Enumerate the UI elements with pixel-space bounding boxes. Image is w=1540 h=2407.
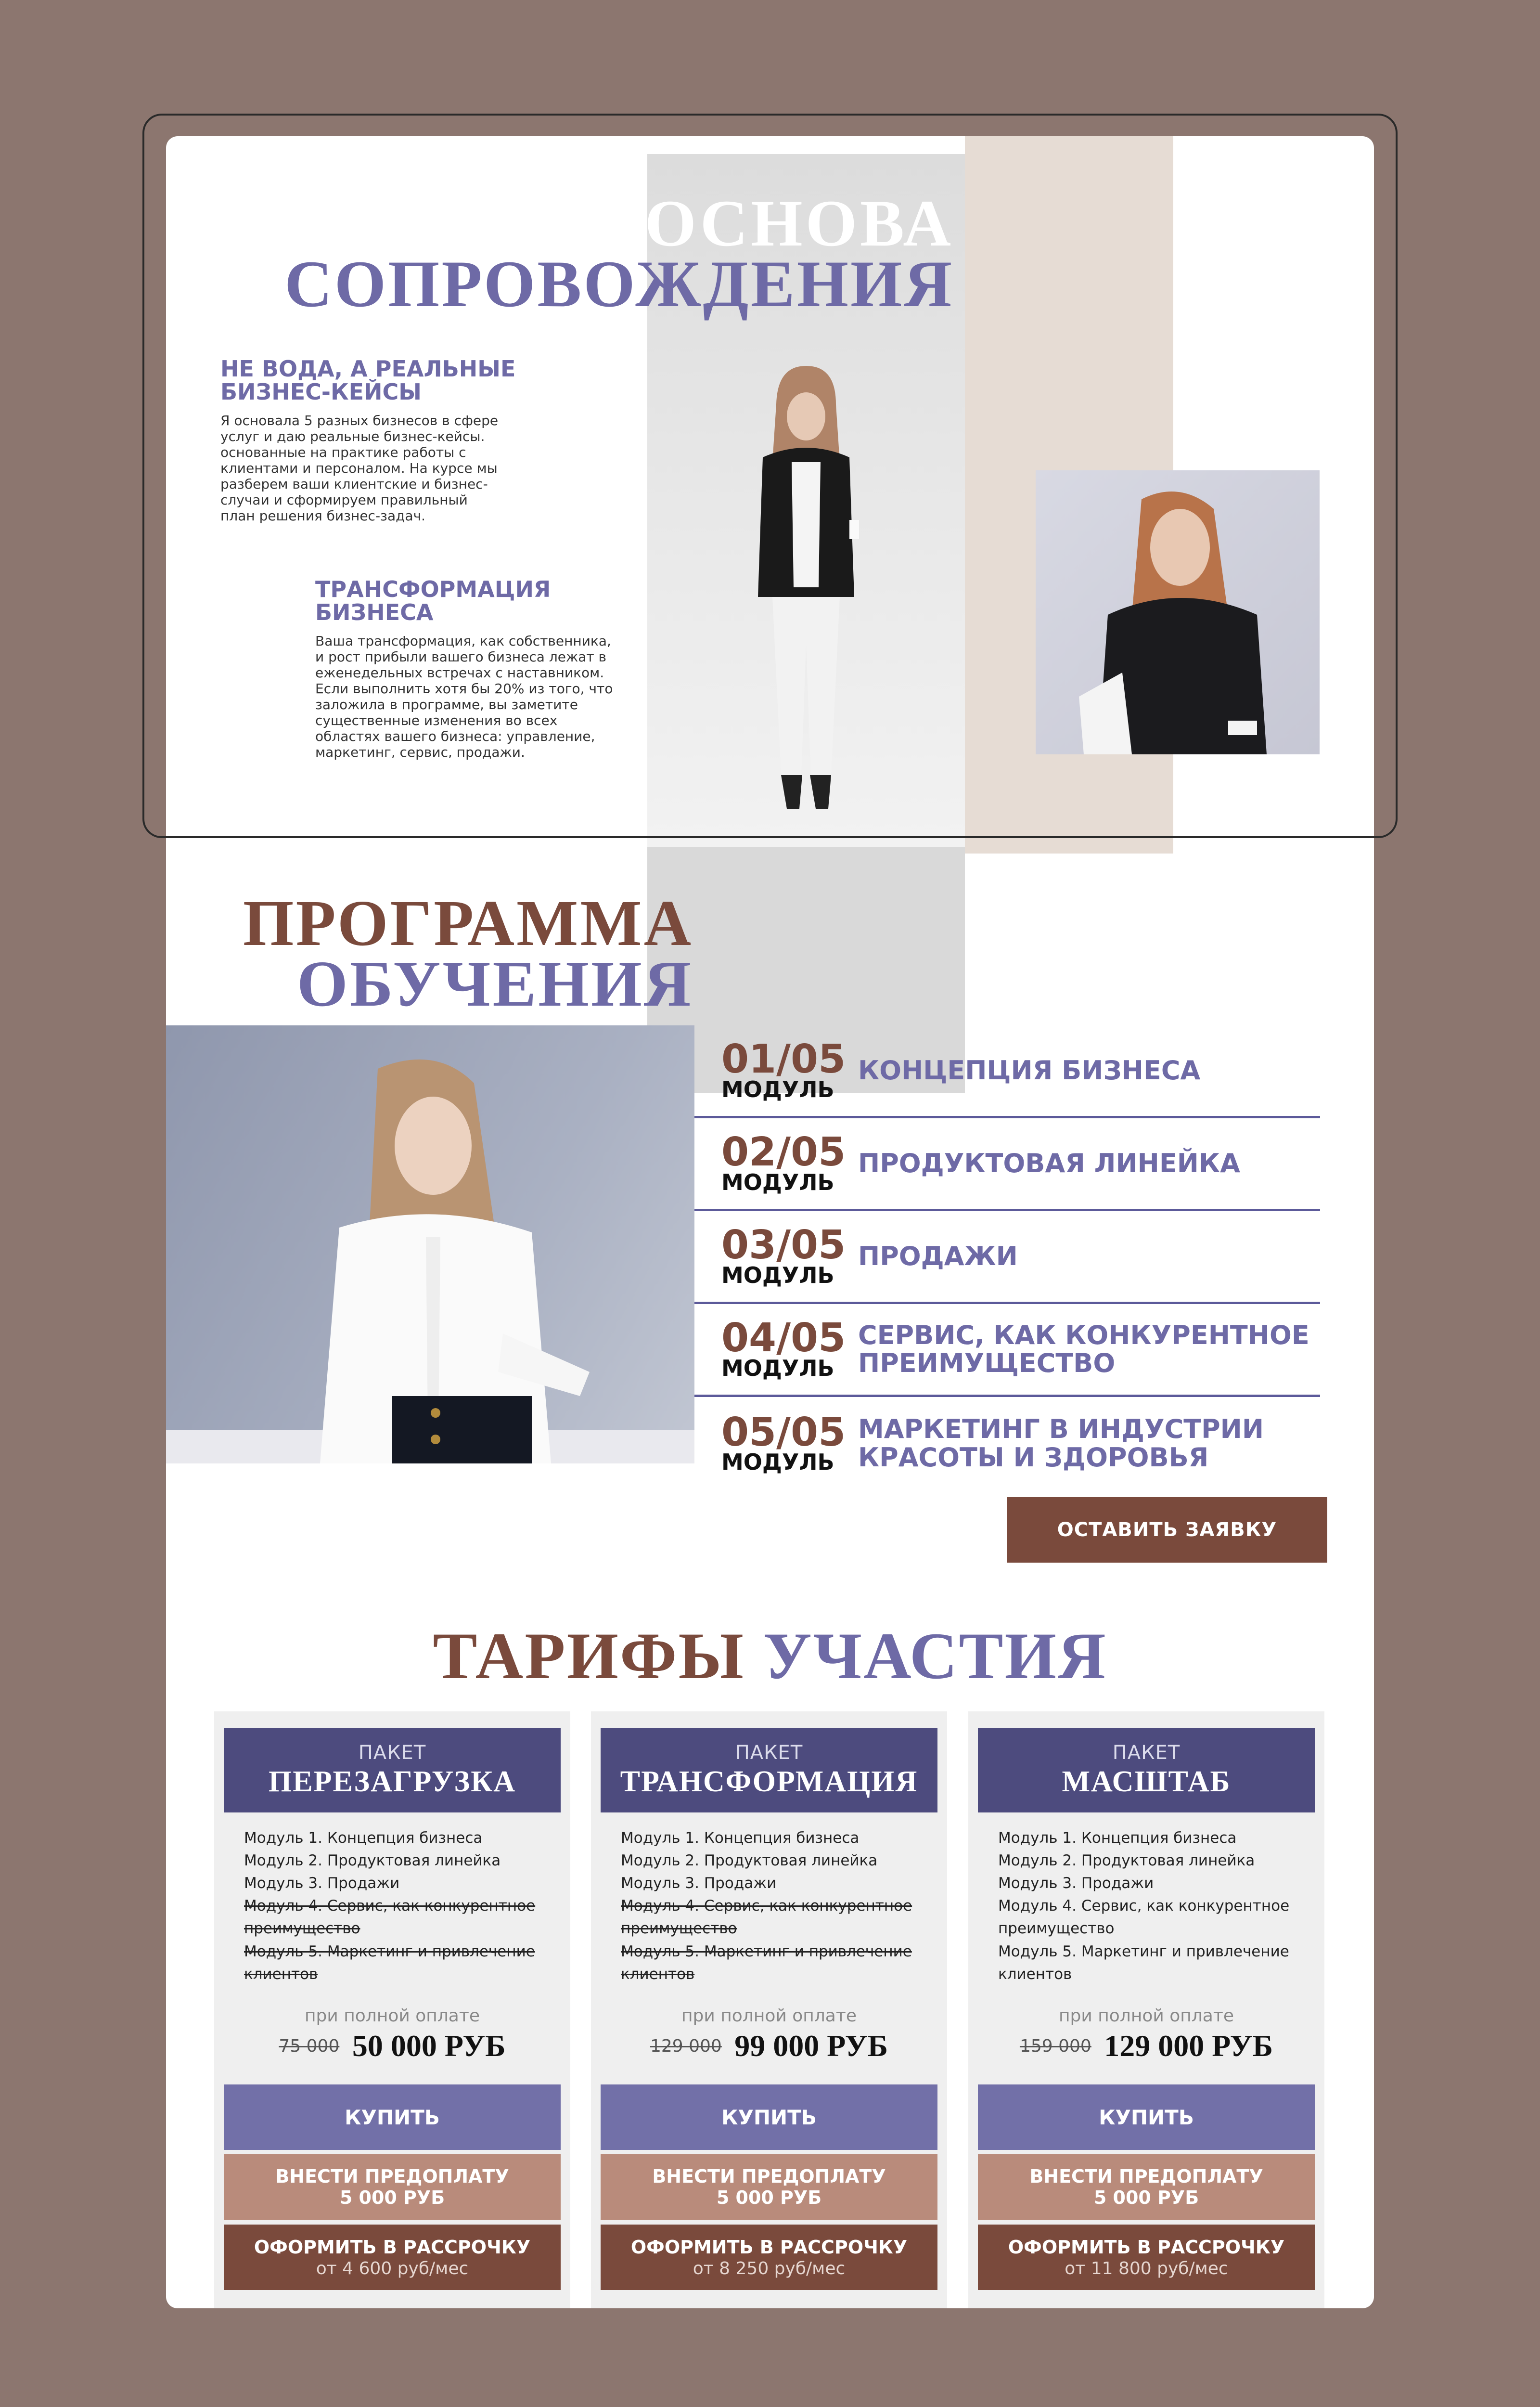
plan-feature-excluded: Модуль 4. Сервис, как конкурентное преимущество: [244, 1897, 536, 1938]
plan-old-price: 159 000: [1019, 2036, 1091, 2056]
prepay-button-amount: 5 000 РУБ: [339, 2187, 445, 2208]
plan-old-price: 75 000: [279, 2036, 340, 2056]
plan-name: МАСШТАБ: [1062, 1765, 1231, 1798]
feature-business-cases: [220, 357, 567, 524]
module-label: МОДУЛЬ: [721, 1449, 834, 1475]
feature-transformation-title: ТРАНСФОРМАЦИЯ БИЗНЕСА: [315, 576, 551, 626]
prepay-button[interactable]: [601, 2154, 937, 2220]
module-title: СЕРВИС, КАК КОНКУРЕНТНОЕ ПРЕИМУЩЕСТВО: [858, 1320, 1309, 1378]
plan-price: [214, 2028, 570, 2064]
module-label: МОДУЛЬ: [721, 1076, 834, 1102]
module-number-block: [694, 1036, 858, 1102]
plan-feature: Модуль 5. Маркетинг и привлечение клиентов: [998, 1942, 1289, 1983]
plan-feature: Модуль 3. Продажи: [998, 1875, 1154, 1892]
module-title: МАРКЕТИНГ В ИНДУСТРИИ КРАСОТЫ И ЗДОРОВЬЯ: [858, 1414, 1264, 1473]
plan-price: [591, 2028, 947, 2064]
prepay-button-label: ВНЕСТИ ПРЕДОПЛАТУ: [652, 2166, 886, 2187]
prepay-button-label: ВНЕСТИ ПРЕДОПЛАТУ: [1029, 2166, 1263, 2187]
tariffs-title-part1: ТАРИФЫ: [433, 1619, 745, 1693]
plan-header: [978, 1728, 1315, 1812]
feature-business-cases-title: НЕ ВОДА, А РЕАЛЬНЫЕ БИЗНЕС-КЕЙСЫ: [220, 356, 516, 405]
photo-seated-woman-figure: [166, 1025, 694, 1463]
feature-business-cases-text: Я основала 5 разных бизнесов в сфере услуг и даю реальные бизнес-кейсы. основанные на практике работы с клиентами и персоналом. На курсе мы разберем ваши клиентские и бизнес- случаи и сформируем правильный план решения бизнес-задач.: [220, 412, 499, 524]
plan-header: [224, 1728, 561, 1812]
plan-feature: Модуль 3. Продажи: [244, 1875, 400, 1892]
module-label: МОДУЛЬ: [721, 1169, 834, 1195]
hero-title-line2: СОПРОВОЖДЕНИЯ: [284, 247, 954, 321]
module-title: КОНЦЕПЦИЯ БИЗНЕСА: [858, 1055, 1201, 1086]
buy-button[interactable]: КУПИТЬ: [601, 2084, 937, 2150]
module-item: [694, 1025, 1320, 1118]
plan-new-price: 129 000 РУБ: [1104, 2029, 1273, 2063]
module-title: ПРОДУКТОВАЯ ЛИНЕЙКА: [858, 1148, 1240, 1178]
prepay-button[interactable]: [978, 2154, 1315, 2220]
plan-feature-excluded: Модуль 5. Маркетинг и привлечение клиентов: [621, 1942, 912, 1983]
plan-feature: Модуль 1. Концепция бизнеса: [244, 1829, 483, 1847]
module-item: [694, 1211, 1320, 1304]
installment-button-amount: от 4 600 руб/мес: [316, 2258, 469, 2278]
plan-feature-list: [621, 1827, 919, 1986]
prepay-button-amount: 5 000 РУБ: [1093, 2187, 1199, 2208]
plan-new-price: 99 000 РУБ: [734, 2029, 888, 2063]
module-list: [694, 1025, 1320, 1490]
module-number-block: [694, 1222, 858, 1288]
plan-feature-excluded: Модуль 5. Маркетинг и привлечение клиентов: [244, 1942, 535, 1983]
plan-feature: Модуль 1. Концепция бизнеса: [621, 1829, 860, 1847]
plan-old-price: 129 000: [650, 2036, 722, 2056]
plan-package-label: ПАКЕТ: [1112, 1742, 1181, 1764]
plan-feature: Модуль 2. Продуктовая линейка: [998, 1852, 1255, 1870]
plan-feature: Модуль 3. Продажи: [621, 1875, 777, 1892]
plan-feature: Модуль 2. Продуктовая линейка: [244, 1852, 501, 1870]
photo-woman-black-jacket-figure: [1036, 470, 1320, 754]
feature-transformation-text: Ваша трансформация, как собственника, и рост прибыли вашего бизнеса лежат в еженедельных встречах с наставником. Если выполнить хотя бы 20% из того, что заложила в программе, вы заметите существенные изменения во всех областях вашего бизнеса: управление, маркетинг, сервис, продажи.: [315, 633, 613, 760]
module-number-block: [694, 1409, 858, 1475]
module-label: МОДУЛЬ: [721, 1262, 834, 1288]
buy-button[interactable]: КУПИТЬ: [224, 2084, 561, 2150]
installment-button-amount: от 11 800 руб/мес: [1065, 2258, 1228, 2278]
tariffs-title-part2: УЧАСТИЯ: [763, 1619, 1107, 1693]
plan-price-note: при полной оплате: [681, 2006, 857, 2026]
installment-button[interactable]: [978, 2225, 1315, 2290]
tariffs-title: [0, 1618, 1540, 1694]
plan-card-reboot: [214, 1711, 570, 2308]
module-number-block: [694, 1129, 858, 1195]
plan-feature: Модуль 2. Продуктовая линейка: [621, 1852, 878, 1870]
plan-header: [601, 1728, 937, 1812]
installment-button-label: ОФОРМИТЬ В РАССРОЧКУ: [254, 2236, 531, 2258]
plan-card-scale: [968, 1711, 1324, 2308]
program-title: [243, 887, 693, 1020]
photo-seated-woman: [166, 1025, 694, 1463]
plan-price-note: при полной оплате: [1059, 2006, 1234, 2026]
installment-button-amount: от 8 250 руб/мес: [693, 2258, 846, 2278]
prepay-button-amount: 5 000 РУБ: [716, 2187, 822, 2208]
module-label: МОДУЛЬ: [721, 1355, 834, 1381]
plan-feature-excluded: Модуль 4. Сервис, как конкурентное преимущество: [621, 1897, 912, 1938]
plan-name: ТРАНСФОРМАЦИЯ: [620, 1765, 918, 1798]
module-number: 01/05: [721, 1036, 846, 1083]
plan-feature: Модуль 4. Сервис, как конкурентное преимущество: [998, 1897, 1290, 1938]
prepay-button[interactable]: [224, 2154, 561, 2220]
module-title: ПРОДАЖИ: [858, 1241, 1018, 1271]
installment-button[interactable]: [601, 2225, 937, 2290]
installment-button-label: ОФОРМИТЬ В РАССРОЧКУ: [1008, 2236, 1285, 2258]
plan-name: ПЕРЕЗАГРУЗКА: [269, 1765, 516, 1798]
module-item: [694, 1397, 1320, 1490]
program-title-line2: ОБУЧЕНИЯ: [296, 948, 693, 1020]
plan-new-price: 50 000 РУБ: [352, 2029, 506, 2063]
plan-feature: Модуль 1. Концепция бизнеса: [998, 1829, 1237, 1847]
photo-woman-black-jacket: [1036, 470, 1320, 754]
installment-button[interactable]: [224, 2225, 561, 2290]
plan-feature-list: [244, 1827, 542, 1986]
module-number: 04/05: [721, 1315, 846, 1361]
module-number-block: [694, 1315, 858, 1381]
installment-button-label: ОФОРМИТЬ В РАССРОЧКУ: [630, 2236, 908, 2258]
module-item: [694, 1118, 1320, 1211]
module-item: [694, 1304, 1320, 1397]
plan-card-transformation: [591, 1711, 947, 2308]
module-number: 03/05: [721, 1222, 846, 1268]
buy-button[interactable]: КУПИТЬ: [978, 2084, 1315, 2150]
apply-button[interactable]: ОСТАВИТЬ ЗАЯВКУ: [1007, 1497, 1327, 1563]
plan-package-label: ПАКЕТ: [735, 1742, 803, 1764]
plan-price-note: при полной оплате: [305, 2006, 480, 2026]
plan-feature-list: [998, 1827, 1296, 1986]
prepay-button-label: ВНЕСТИ ПРЕДОПЛАТУ: [275, 2166, 509, 2187]
module-number: 05/05: [721, 1409, 846, 1455]
plan-package-label: ПАКЕТ: [358, 1742, 426, 1764]
hero-title-line1: ОСНОВА: [644, 186, 954, 260]
hero-title: [284, 186, 954, 321]
program-title-line1: ПРОГРАММА: [243, 887, 693, 959]
module-number: 02/05: [721, 1129, 846, 1176]
feature-transformation: [315, 578, 623, 760]
plan-price: [968, 2028, 1324, 2064]
